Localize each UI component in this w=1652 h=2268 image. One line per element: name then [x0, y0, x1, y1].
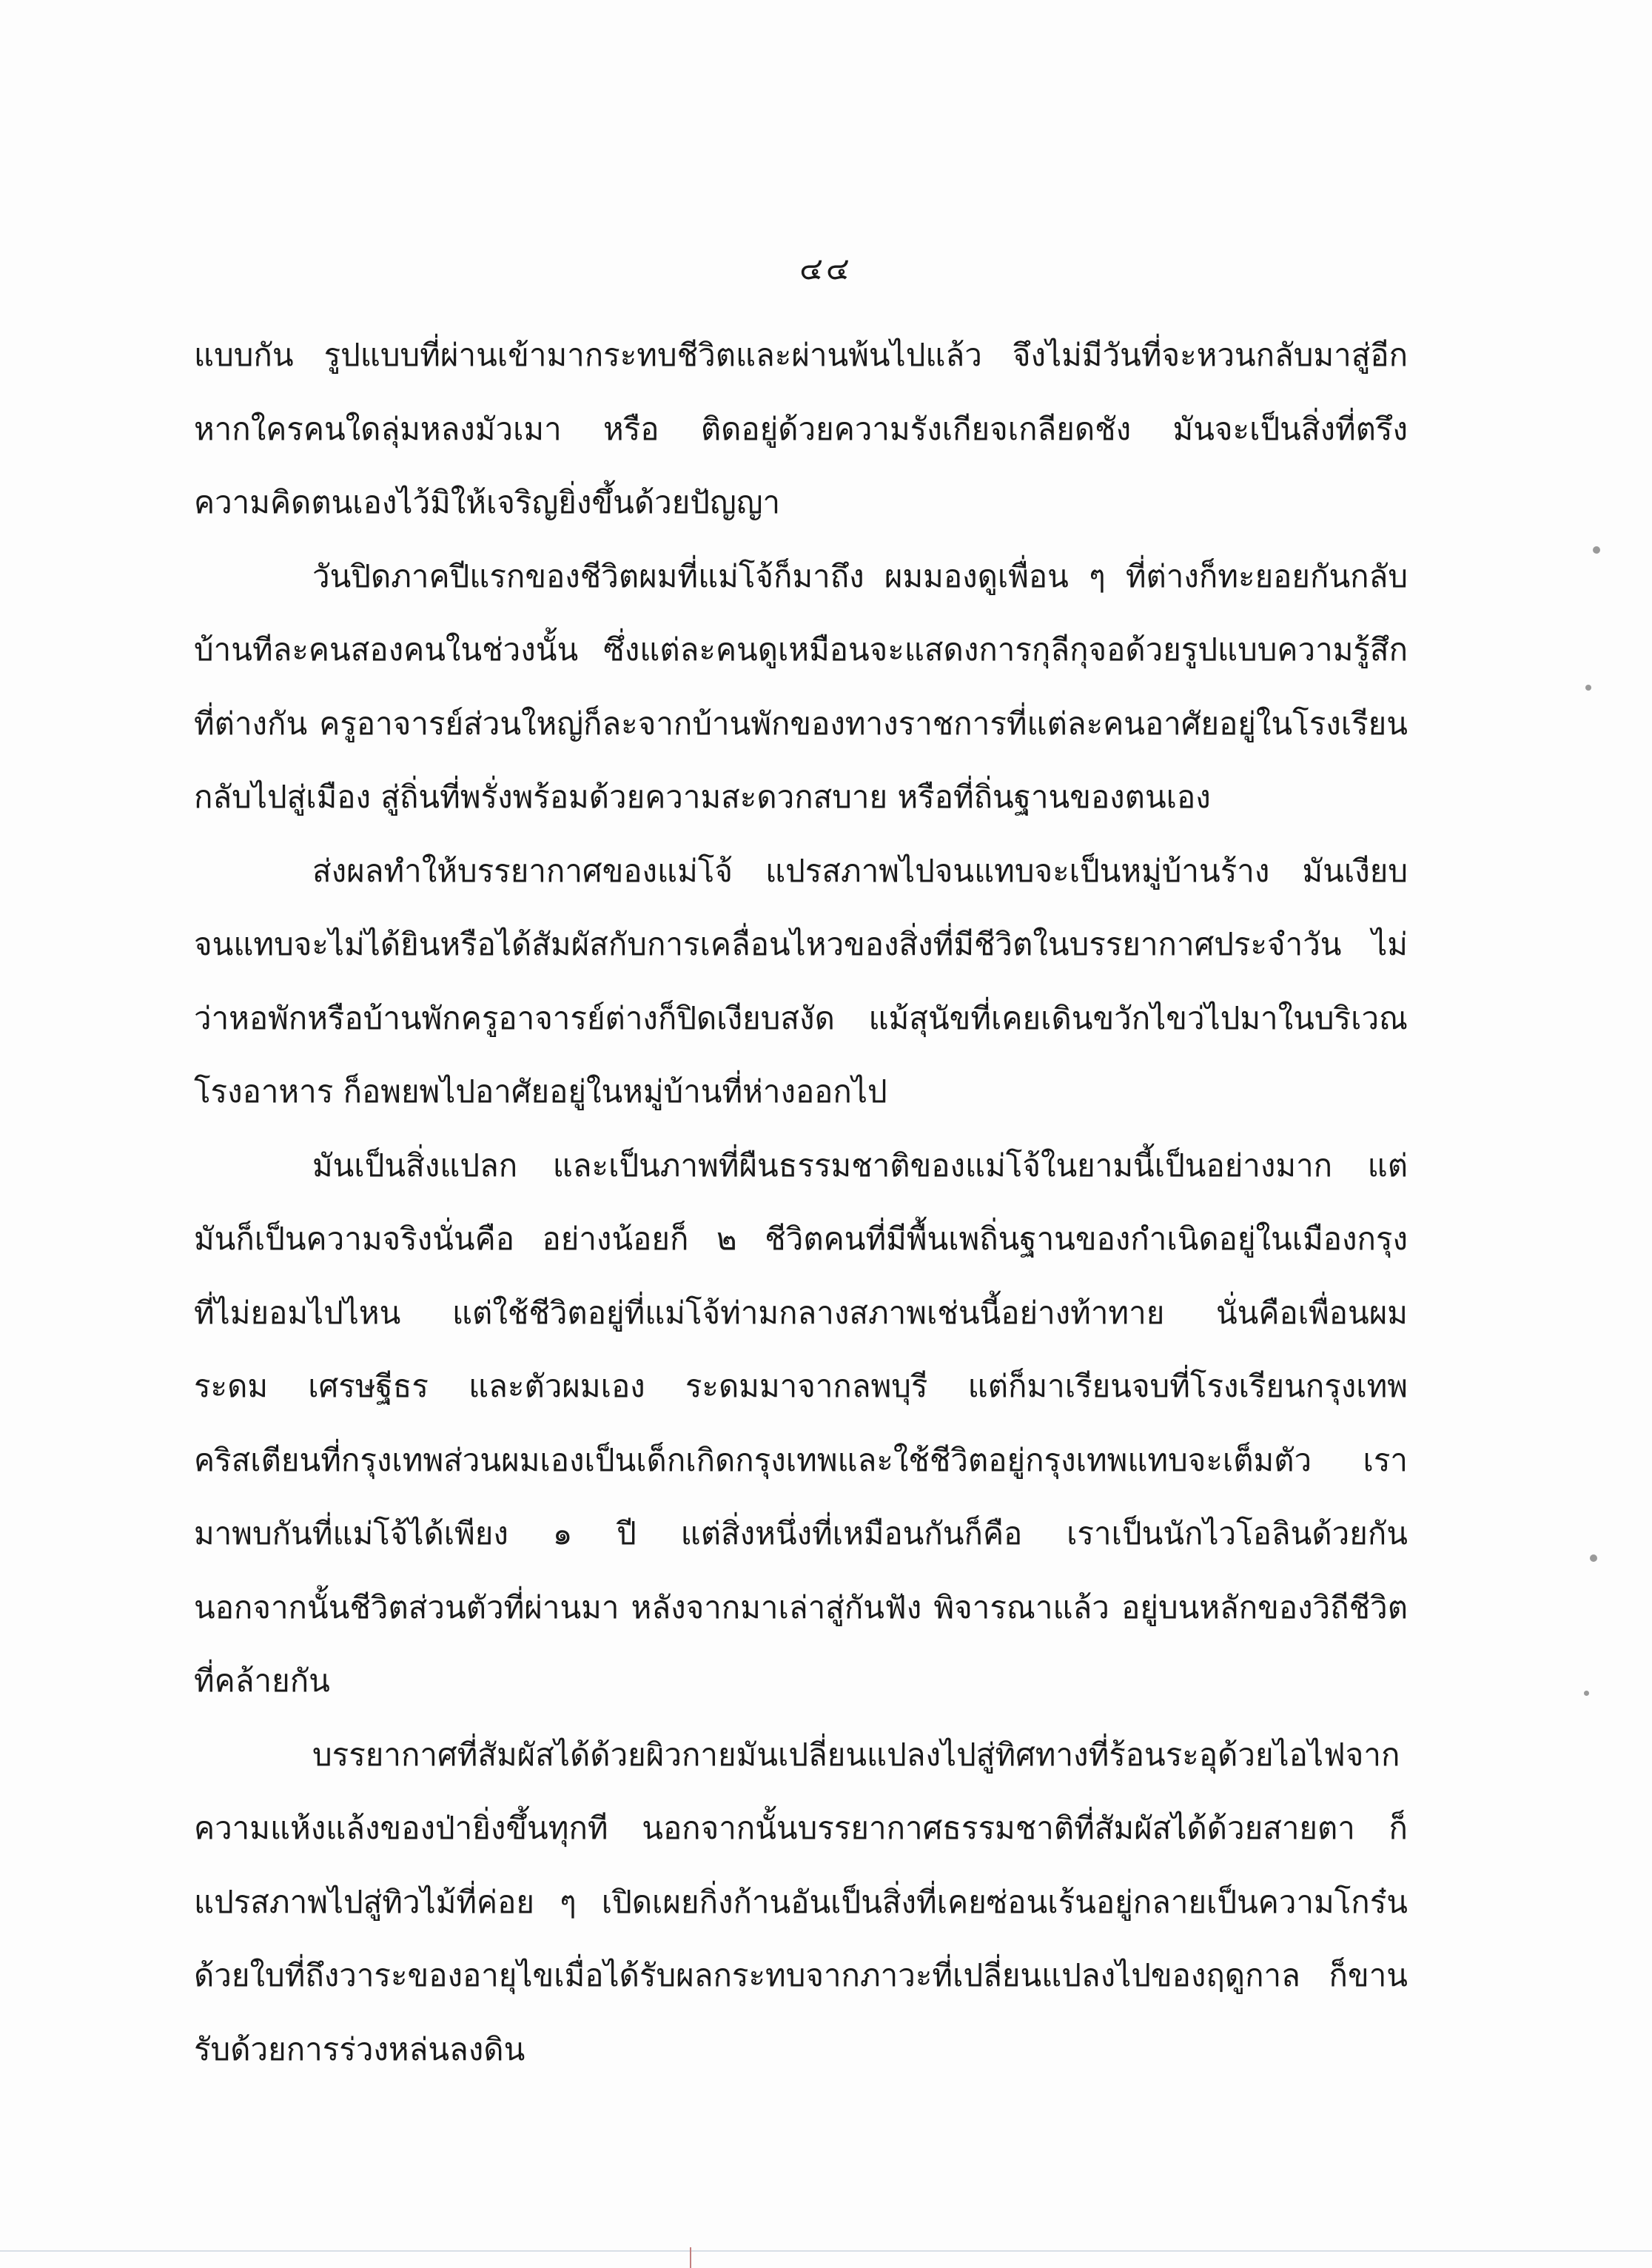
scan-speck [1585, 685, 1591, 691]
text-line: ด้วยใบที่ถึงวาระของอายุไขเมื่อได้รับผลกระทบจากภาวะที่เปลี่ยนแปลงไปของฤดูกาล ก็ขาน [194, 1957, 1408, 1993]
text-line: นอกจากนั้นชีวิตส่วนตัวที่ผ่านมา หลังจากมาเล่าสู่กันฟัง พิจารณาแล้ว อยู่บนหลักของวิถีชีวิต [194, 1588, 1408, 1625]
scan-speck [1584, 1691, 1589, 1696]
text-line: แปรสภาพไปสู่ทิวไม้ที่ค่อย ๆ เปิดเผยกิ่งก้านอันเป็นสิ่งที่เคยซ่อนเร้นอยู่กลายเป็นความโกร๋น [194, 1883, 1408, 1920]
text-line: บ้านทีละคนสองคนในช่วงนั้น ซึ่งแต่ละคนดูเหมือนจะแสดงการกุลีกุจอด้วยรูปแบบความรู้สึก [194, 631, 1408, 668]
paragraph-first-line: วันปิดภาคปีแรกของชีวิตผมที่แม่โจ้ก็มาถึง ผมมองดูเพื่อน ๆ ที่ต่างก็ทะยอยกันกลับ [312, 557, 1408, 594]
scan-edge-line [0, 2250, 1652, 2252]
text-line: แบบกัน รูปแบบที่ผ่านเข้ามากระทบชีวิตและผ่านพ้นไปแล้ว จึงไม่มีวันที่จะหวนกลับมาสู่อีก [194, 337, 1408, 373]
text-line: รับด้วยการร่วงหล่นลงดิน [194, 2030, 526, 2067]
text-line: โรงอาหาร ก็อพยพไปอาศัยอยู่ในหมู่บ้านที่ห่างออกไป [194, 1073, 887, 1110]
text-line: ความคิดตนเองไว้มิให้เจริญยิ่งขึ้นด้วยปัญญา [194, 484, 781, 520]
text-line: ความแห้งแล้งของป่ายิ่งขึ้นทุกที นอกจากนั้นบรรยากาศธรรมชาติที่สัมผัสได้ด้วยสายตา ก็ [194, 1810, 1408, 1846]
text-line: ที่ไม่ยอมไปไหน แต่ใช้ชีวิตอยู่ที่แม่โจ้ท่ามกลางสภาพเช่นนี้อย่างท้าทาย นั่นคือเพื่อนผม [194, 1294, 1408, 1331]
text-line: ว่าหอพักหรือบ้านพักครูอาจารย์ต่างก็ปิดเงียบสงัด แม้สุนัขที่เคยเดินขวักไขว่ไปมาในบริเวณ [194, 999, 1408, 1036]
text-line: จนแทบจะไม่ได้ยินหรือได้สัมผัสกับการเคลื่อนไหวของสิ่งที่มีชีวิตในบรรยากาศประจำวัน ไม่ [194, 926, 1408, 962]
paragraph-first-line: มันเป็นสิ่งแปลก และเป็นภาพที่ผืนธรรมชาติของแม่โจ้ในยามนี้เป็นอย่างมาก แต่ [312, 1147, 1408, 1184]
text-line: ที่คล้ายกัน [194, 1663, 330, 1699]
body-text [194, 318, 1408, 2086]
paragraph-first-line: ส่งผลทำให้บรรยากาศของแม่โจ้ แปรสภาพไปจนแทบจะเป็นหมู่บ้านร้าง มันเงียบ [312, 852, 1408, 889]
scan-edge-mark [690, 2247, 691, 2268]
page-number: ๔๔ [799, 250, 853, 286]
scan-speck [1593, 546, 1600, 554]
text-line: คริสเตียนที่กรุงเทพส่วนผมเองเป็นเด็กเกิดกรุงเทพและใช้ชีวิตอยู่กรุงเทพแทบจะเต็มตัว เรา [194, 1441, 1408, 1478]
scan-speck [1590, 1554, 1597, 1562]
text-line: มาพบกันที่แม่โจ้ได้เพียง ๑ ปี แต่สิ่งหนึ่งที่เหมือนกันก็คือ เราเป็นนักไวโอลินด้วยกัน [194, 1515, 1408, 1551]
text-line: ที่ต่างกัน ครูอาจารย์ส่วนใหญ่ก็ละจากบ้านพักของทางราชการที่แต่ละคนอาศัยอยู่ในโรงเรียน [194, 705, 1408, 742]
text-line: หากใครคนใดลุ่มหลงมัวเมา หรือ ติดอยู่ด้วยความรังเกียจเกลียดชัง มันจะเป็นสิ่งที่ตรึง [194, 410, 1408, 447]
text-line: กลับไปสู่เมือง สู่ถิ่นที่พรั่งพร้อมด้วยความสะดวกสบาย หรือที่ถิ่นฐานของตนเอง [194, 779, 1211, 815]
paragraph-first-line: บรรยากาศที่สัมผัสได้ด้วยผิวกายมันเปลี่ยนแปลงไปสู่ทิศทางที่ร้อนระอุด้วยไอไฟจาก [312, 1736, 1400, 1773]
text-line: ระดม เศรษฐีธร และตัวผมเอง ระดมมาจากลพบุรี แต่ก็มาเรียนจบที่โรงเรียนกรุงเทพ [194, 1368, 1408, 1404]
text-line: มันก็เป็นความจริงนั่นคือ อย่างน้อยก็ ๒ ชีวิตคนที่มีพื้นเพถิ่นฐานของกำเนิดอยู่ในเมืองกรุง [194, 1221, 1408, 1257]
